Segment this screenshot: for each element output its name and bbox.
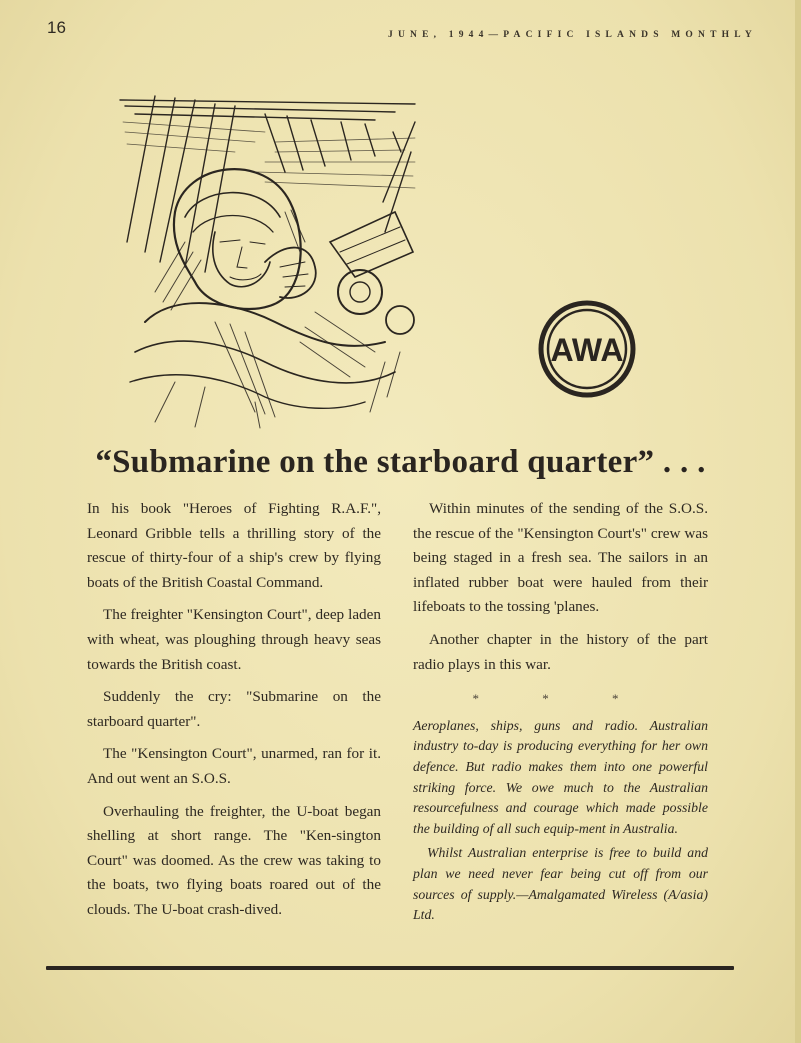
paragraph: Another chapter in the history of the part radio plays in this war. [413, 630, 708, 673]
awa-logo [536, 298, 638, 400]
ad-paragraph: Aeroplanes, ships, guns and radio. Australian industry to-day is producing everything for her own defence. But radio makes them into one powerful striking force. We owe much to the Australian resourcefulness and courage which made possible the building of all such equip-ment in Australia. [413, 717, 708, 836]
paragraph: Overhauling the freighter, the U-boat began shelling at short range. The "Ken-sington Court" was doomed. As the crew was taking to the boats, two flying boats roared out of the clouds. The U-boat crash-dived. [87, 802, 381, 918]
headline: “Submarine on the starboard quarter” . . . [95, 444, 706, 480]
right-column [413, 497, 708, 930]
section-separator: * * * [472, 691, 649, 707]
advertisement-text [413, 716, 708, 926]
paragraph: In his book "Heroes of Fighting R.A.F.", Leonard Gribble tells a thrilling story of the rescue of thirty-four of a ship's crew by flying boats of the British Coastal Command. [87, 500, 381, 591]
paragraph: The "Kensington Court", unarmed, ran for it. And out went an S.O.S. [87, 745, 381, 787]
footer-rule [46, 966, 734, 970]
page-edge [795, 0, 801, 1043]
ad-paragraph: Whilst Australian enterprise is free to build and plan we need never fear being cut off from our sources of supply.—Amalgamated Wireless (A/asia) Ltd. [413, 845, 708, 923]
paragraph: Suddenly the cry: "Submarine on the starboard quarter". [87, 688, 381, 730]
awa-logo-text: AWA [550, 332, 624, 368]
page-number: 16 [47, 18, 66, 37]
running-header: JUNE, 1944—PACIFIC ISLANDS MONTHLY [388, 30, 757, 40]
left-column [87, 497, 381, 931]
paragraph: The freighter "Kensington Court", deep laden with wheat, was ploughing through heavy seas towards the British coast. [87, 606, 381, 673]
paragraph: Within minutes of the sending of the S.O.S. the rescue of the "Kensington Court's" crew was being staged in a fresh sea. The sailors in an inflated rubber boat were hauled from their lifeboats to the tossing 'planes. [413, 500, 708, 616]
airman-illustration [115, 92, 420, 430]
